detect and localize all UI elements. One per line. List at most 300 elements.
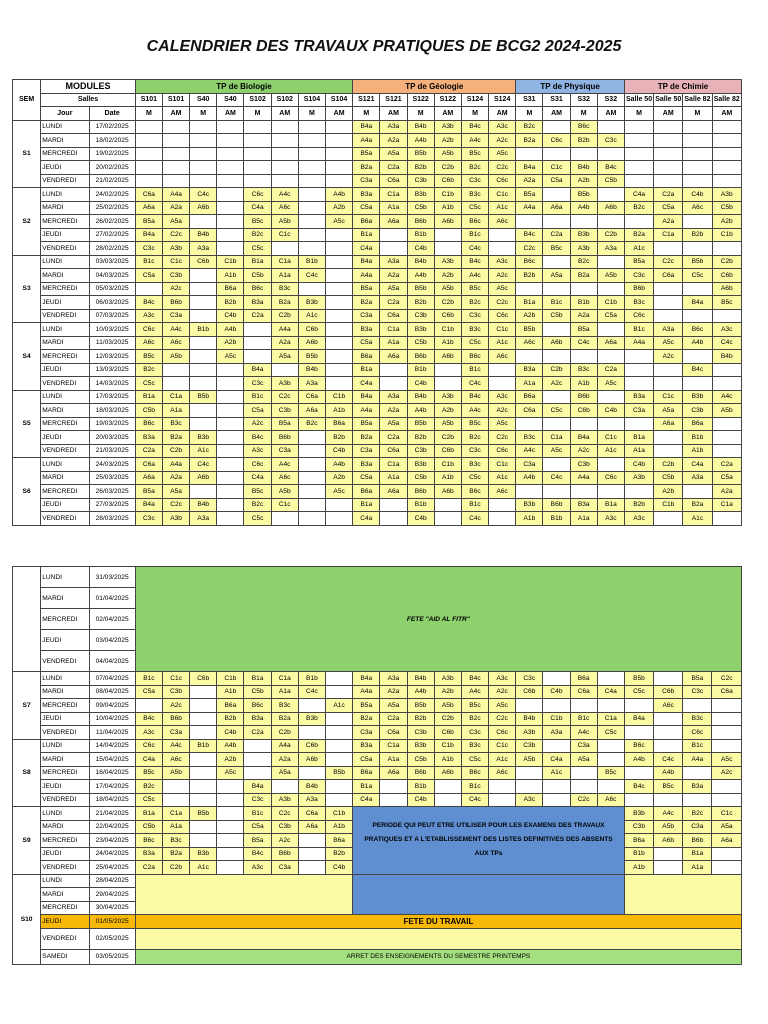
group-cell: C5b xyxy=(407,336,434,350)
day-date: 29/04/2025 xyxy=(89,888,135,902)
group-cell: A4b xyxy=(516,471,543,485)
group-cell xyxy=(516,417,543,431)
group-cell: A4b xyxy=(570,201,597,215)
group-cell: A1b xyxy=(326,404,353,418)
group-cell xyxy=(654,861,683,875)
group-cell: C3c xyxy=(683,685,712,699)
group-cell: B6c xyxy=(244,699,271,713)
group-cell xyxy=(624,174,653,188)
group-cell: C4a xyxy=(353,377,380,391)
period-header: M xyxy=(683,107,712,121)
group-cell: A4a xyxy=(162,188,189,202)
group-cell: A6a xyxy=(380,350,407,364)
group-cell: A1b xyxy=(516,512,543,526)
group-cell: B4b xyxy=(190,498,217,512)
group-cell xyxy=(712,847,742,861)
group-cell: A2a xyxy=(380,269,407,283)
day-date: 06/03/2025 xyxy=(89,296,135,310)
group-cell: A1b xyxy=(217,269,244,283)
group-cell: B5c xyxy=(461,282,488,296)
week-label: S1 xyxy=(13,120,41,188)
group-cell: C5b xyxy=(244,685,271,699)
group-cell: A2a xyxy=(516,174,543,188)
group-cell: B5c xyxy=(461,417,488,431)
group-cell: A4b xyxy=(407,404,434,418)
group-cell: A6c xyxy=(516,336,543,350)
group-cell: A6c xyxy=(135,336,162,350)
group-cell: C2a xyxy=(244,726,271,740)
day-row xyxy=(13,874,742,888)
group-cell: A5a xyxy=(162,215,189,229)
group-cell: C6b xyxy=(434,726,461,740)
group-cell xyxy=(217,793,244,807)
group-cell: A5c xyxy=(217,766,244,780)
day-date: 27/03/2025 xyxy=(89,498,135,512)
group-cell: A3c xyxy=(597,512,624,526)
group-cell: C6a xyxy=(516,404,543,418)
group-cell xyxy=(298,485,325,499)
group-cell: A3b xyxy=(712,188,741,202)
day-name: JEUDI xyxy=(41,228,89,242)
group-cell: C6b xyxy=(516,685,543,699)
group-cell: B3a xyxy=(353,458,380,472)
group-cell xyxy=(597,120,624,134)
aid-row xyxy=(13,567,742,588)
room-header: S124 xyxy=(461,93,488,107)
group-cell: B4a xyxy=(516,161,543,175)
group-cell: C5a xyxy=(654,201,683,215)
group-cell: B6b xyxy=(543,498,570,512)
day-name: MERCREDI xyxy=(41,901,89,915)
group-cell xyxy=(298,215,325,229)
group-cell: B5a xyxy=(353,417,380,431)
day-row xyxy=(13,377,742,391)
group-cell: C5a xyxy=(353,201,380,215)
group-cell: A4a xyxy=(353,685,380,699)
group-cell: A2c xyxy=(244,417,271,431)
group-cell: A4c xyxy=(162,323,189,337)
group-cell: A2b xyxy=(434,685,461,699)
group-cell: C4c xyxy=(190,188,217,202)
day-row xyxy=(13,485,742,499)
group-cell: B5b xyxy=(570,188,597,202)
group-cell xyxy=(190,726,217,740)
group-cell: A4c xyxy=(461,134,488,148)
group-cell xyxy=(516,485,543,499)
group-cell xyxy=(434,780,461,794)
day-name: VENDREDI xyxy=(41,174,89,188)
group-cell xyxy=(597,699,624,713)
group-cell: A6c xyxy=(271,201,298,215)
period-header: M xyxy=(407,107,434,121)
day-name: MERCREDI xyxy=(41,417,89,431)
group-cell xyxy=(217,363,244,377)
group-cell: A6a xyxy=(543,201,570,215)
group-cell: A3a xyxy=(190,512,217,526)
group-cell: A6a xyxy=(298,820,325,834)
day-row xyxy=(13,188,742,202)
group-cell: A6c xyxy=(162,753,189,767)
group-cell: B3a xyxy=(570,498,597,512)
group-cell: B4a xyxy=(353,255,380,269)
group-cell: A2b xyxy=(712,215,741,229)
group-cell: B3a xyxy=(353,739,380,753)
group-cell: B2c xyxy=(298,417,325,431)
group-cell xyxy=(190,269,217,283)
group-cell xyxy=(298,471,325,485)
group-cell xyxy=(326,174,353,188)
day-row xyxy=(13,242,742,256)
group-cell: A3a xyxy=(597,242,624,256)
group-cell: A4b xyxy=(407,685,434,699)
group-cell xyxy=(217,404,244,418)
group-cell: C1a xyxy=(162,807,189,821)
group-cell: A6b xyxy=(190,201,217,215)
group-cell: C4c xyxy=(654,753,683,767)
group-cell: B3c xyxy=(461,323,488,337)
group-cell: B1c xyxy=(543,296,570,310)
group-cell xyxy=(298,242,325,256)
group-cell: C5a xyxy=(353,336,380,350)
group-cell xyxy=(326,512,353,526)
room-header: S32 xyxy=(597,93,624,107)
day-row xyxy=(13,712,742,726)
group-cell: B1b xyxy=(298,672,325,686)
group-cell xyxy=(624,793,653,807)
group-cell xyxy=(683,242,712,256)
group-cell xyxy=(217,188,244,202)
period-header: AM xyxy=(489,107,516,121)
group-cell: A5a xyxy=(380,417,407,431)
group-cell: A2a xyxy=(712,485,741,499)
group-cell: A3a xyxy=(380,672,407,686)
group-cell: C6a xyxy=(298,807,325,821)
group-cell: A2a xyxy=(162,201,189,215)
group-cell: C2a xyxy=(597,363,624,377)
group-cell: B6a xyxy=(353,350,380,364)
group-cell xyxy=(298,201,325,215)
group-cell: B3a xyxy=(135,431,162,445)
day-name: VENDREDI xyxy=(41,861,89,875)
group-cell xyxy=(190,753,217,767)
group-cell xyxy=(217,161,244,175)
group-cell: C5c xyxy=(135,793,162,807)
day-name: MARDI xyxy=(41,685,89,699)
week-label: S5 xyxy=(13,390,41,458)
group-cell: C1c xyxy=(489,739,516,753)
group-cell: A3b xyxy=(434,255,461,269)
group-cell: A4c xyxy=(461,685,488,699)
group-cell: C5b xyxy=(407,753,434,767)
group-cell: A1c xyxy=(597,444,624,458)
group-cell: C3a xyxy=(353,174,380,188)
day-date: 28/03/2025 xyxy=(89,512,135,526)
group-cell xyxy=(217,512,244,526)
group-cell: A5c xyxy=(712,753,742,767)
group-cell: A1c xyxy=(298,309,325,323)
group-cell: B6a xyxy=(683,417,712,431)
group-cell: A2b xyxy=(570,174,597,188)
day-date: 21/04/2025 xyxy=(89,807,135,821)
group-cell: B4c xyxy=(461,390,488,404)
module-group-2: TP de Physique xyxy=(516,80,625,94)
group-cell: A5a xyxy=(380,699,407,713)
group-cell: A1a xyxy=(271,685,298,699)
group-cell: C1b xyxy=(597,296,624,310)
group-cell: A5c xyxy=(543,444,570,458)
group-cell: A6a xyxy=(654,417,683,431)
week-label: S2 xyxy=(13,188,41,256)
group-cell: B4c xyxy=(461,255,488,269)
group-cell xyxy=(217,228,244,242)
group-cell: A3b xyxy=(271,377,298,391)
group-cell: B5c xyxy=(461,147,488,161)
group-cell: A5a xyxy=(380,147,407,161)
group-cell xyxy=(654,377,683,391)
day-date: 16/04/2025 xyxy=(89,766,135,780)
group-cell: C1b xyxy=(434,188,461,202)
group-cell xyxy=(624,147,653,161)
group-cell: B2b xyxy=(516,269,543,283)
group-cell: C2c xyxy=(489,296,516,310)
day-date: 11/04/2025 xyxy=(89,726,135,740)
group-cell xyxy=(489,377,516,391)
group-cell: A5b xyxy=(516,753,543,767)
day-date: 13/03/2025 xyxy=(89,363,135,377)
group-cell xyxy=(654,174,683,188)
group-cell xyxy=(712,161,741,175)
group-cell: A6b xyxy=(298,336,325,350)
group-cell xyxy=(683,147,712,161)
group-cell xyxy=(298,766,325,780)
group-cell: C1a xyxy=(380,739,407,753)
day-name: MERCREDI xyxy=(41,147,89,161)
group-cell xyxy=(597,485,624,499)
group-cell: B5a xyxy=(624,255,653,269)
group-cell: B5a xyxy=(353,282,380,296)
room-header: S102 xyxy=(271,93,298,107)
group-cell: A3a xyxy=(380,390,407,404)
group-cell xyxy=(217,780,244,794)
day-row xyxy=(13,161,742,175)
group-cell: A6c xyxy=(489,215,516,229)
group-cell: B3c xyxy=(162,834,189,848)
group-cell xyxy=(326,323,353,337)
group-cell xyxy=(190,161,217,175)
group-cell: B5c xyxy=(654,780,683,794)
day-row xyxy=(13,458,742,472)
group-cell xyxy=(326,363,353,377)
group-cell: C5c xyxy=(543,404,570,418)
group-cell: C3c xyxy=(244,377,271,391)
group-cell: C2a xyxy=(712,458,741,472)
group-cell xyxy=(712,120,741,134)
group-cell: B4c xyxy=(135,712,162,726)
group-cell xyxy=(570,147,597,161)
group-cell xyxy=(712,861,742,875)
group-cell: B2c xyxy=(135,363,162,377)
group-cell xyxy=(298,699,325,713)
group-cell: B3a xyxy=(353,323,380,337)
group-cell: C5c xyxy=(461,336,488,350)
day-name: MARDI xyxy=(41,753,89,767)
group-cell: B6a xyxy=(516,390,543,404)
day-date: 20/02/2025 xyxy=(89,161,135,175)
group-cell xyxy=(654,672,683,686)
group-cell xyxy=(326,712,353,726)
group-cell: A3c xyxy=(489,672,516,686)
day-date: 24/02/2025 xyxy=(89,188,135,202)
group-cell: A6b xyxy=(190,471,217,485)
group-cell: A2a xyxy=(380,134,407,148)
salles-label: Salles xyxy=(41,93,136,107)
group-cell: C6c xyxy=(489,174,516,188)
group-cell: B1c xyxy=(461,363,488,377)
group-cell: A6b xyxy=(434,215,461,229)
group-cell: C3c xyxy=(135,512,162,526)
group-cell xyxy=(326,282,353,296)
group-cell: A5b xyxy=(434,417,461,431)
group-cell: B6c xyxy=(516,255,543,269)
day-row xyxy=(13,363,742,377)
group-cell xyxy=(434,793,461,807)
group-cell: B4a xyxy=(683,296,712,310)
group-cell: B5b xyxy=(407,282,434,296)
group-cell: B3c xyxy=(461,188,488,202)
group-cell xyxy=(434,228,461,242)
day-name: VENDREDI xyxy=(41,377,89,391)
group-cell: A3b xyxy=(570,242,597,256)
group-cell xyxy=(654,134,683,148)
group-cell xyxy=(190,820,217,834)
group-cell xyxy=(217,431,244,445)
day-date: 24/03/2025 xyxy=(89,458,135,472)
group-cell: A6a xyxy=(380,485,407,499)
group-cell xyxy=(654,161,683,175)
group-cell: A3b xyxy=(516,726,543,740)
group-cell xyxy=(217,120,244,134)
group-cell: A1a xyxy=(380,753,407,767)
fete-travail-banner: FETE DU TRAVAIL xyxy=(135,915,741,929)
group-cell xyxy=(543,120,570,134)
group-cell: C3a xyxy=(353,309,380,323)
group-cell xyxy=(326,296,353,310)
group-cell: B1a xyxy=(244,255,271,269)
group-cell: B3b xyxy=(407,458,434,472)
group-cell: B6b xyxy=(570,390,597,404)
group-cell: C2a xyxy=(380,712,407,726)
group-cell xyxy=(712,377,741,391)
group-cell: C6c xyxy=(624,309,653,323)
calendar-table-2 xyxy=(12,566,742,965)
group-cell: A3c xyxy=(516,793,543,807)
group-cell xyxy=(190,134,217,148)
group-cell: B4b xyxy=(516,712,543,726)
day-row xyxy=(13,336,742,350)
header-row-groups xyxy=(13,80,742,94)
group-cell: B1b xyxy=(543,512,570,526)
group-cell xyxy=(271,242,298,256)
group-cell: C6a xyxy=(135,458,162,472)
group-cell: C1c xyxy=(543,161,570,175)
group-cell: A1a xyxy=(380,471,407,485)
day-date: 03/04/2025 xyxy=(89,630,135,651)
group-cell xyxy=(326,377,353,391)
group-cell: A2a xyxy=(380,685,407,699)
group-cell: A3c xyxy=(244,444,271,458)
group-cell: A4b xyxy=(407,269,434,283)
group-cell xyxy=(217,807,244,821)
group-cell xyxy=(217,820,244,834)
group-cell: A5c xyxy=(217,350,244,364)
day-name: MARDI xyxy=(41,820,89,834)
group-cell xyxy=(298,120,325,134)
group-cell: C6a xyxy=(654,269,683,283)
group-cell: A4b xyxy=(624,753,653,767)
group-cell xyxy=(624,161,653,175)
period-header: AM xyxy=(162,107,189,121)
group-cell: B2b xyxy=(217,296,244,310)
group-cell: B2a xyxy=(353,161,380,175)
group-cell: B2c xyxy=(135,780,162,794)
group-cell: B5b xyxy=(190,807,217,821)
group-cell: B1a xyxy=(353,228,380,242)
group-cell: B6a xyxy=(326,834,353,848)
group-cell: B1a xyxy=(624,431,653,445)
group-cell xyxy=(712,417,741,431)
group-cell: A6c xyxy=(489,766,516,780)
day-name: MERCREDI xyxy=(41,215,89,229)
group-cell: C2a xyxy=(135,444,162,458)
group-cell: C6a xyxy=(135,188,162,202)
group-cell xyxy=(597,147,624,161)
group-cell: B1a xyxy=(516,296,543,310)
group-cell: A4a xyxy=(353,269,380,283)
day-name: VENDREDI xyxy=(41,726,89,740)
group-cell: A4c xyxy=(162,739,189,753)
group-cell: C6c xyxy=(489,444,516,458)
group-cell: C3b xyxy=(407,444,434,458)
period-header: AM xyxy=(712,107,741,121)
day-date: 10/04/2025 xyxy=(89,712,135,726)
group-cell: C3c xyxy=(516,672,543,686)
day-date: 25/04/2025 xyxy=(89,861,135,875)
group-cell: B4b xyxy=(298,363,325,377)
group-cell xyxy=(298,444,325,458)
group-cell xyxy=(654,847,683,861)
group-cell: B1c xyxy=(461,780,488,794)
group-cell: A1c xyxy=(489,753,516,767)
group-cell: B6a xyxy=(326,417,353,431)
day-name: MERCREDI xyxy=(41,485,89,499)
group-cell xyxy=(326,228,353,242)
group-cell xyxy=(683,350,712,364)
group-cell: C2a xyxy=(543,228,570,242)
group-cell xyxy=(244,174,271,188)
day-row xyxy=(13,807,742,821)
group-cell xyxy=(712,444,741,458)
group-cell xyxy=(380,242,407,256)
group-cell: C1c xyxy=(162,672,189,686)
group-cell: C6b xyxy=(190,255,217,269)
jour-header: Jour xyxy=(41,107,89,121)
group-cell: C1c xyxy=(654,390,683,404)
group-cell: C2b xyxy=(162,444,189,458)
group-cell xyxy=(489,242,516,256)
group-cell: C2c xyxy=(162,228,189,242)
module-group-1: TP de Géologie xyxy=(353,80,516,94)
group-cell: A5c xyxy=(489,699,516,713)
